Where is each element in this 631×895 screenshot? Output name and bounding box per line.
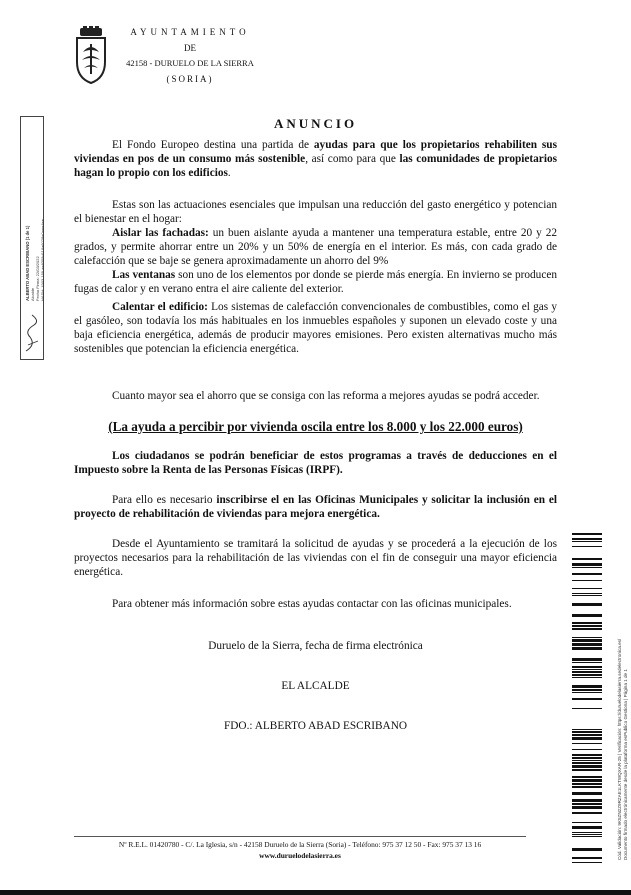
barcode-bar (572, 749, 602, 750)
p1-bold-d: las comunidades de propietarios hagan lo propio con los edificios (74, 153, 558, 179)
footer-website: www.duruelodelasierra.es (259, 851, 341, 860)
p1-text-e: . (227, 167, 231, 179)
paragraph-intro (74, 138, 557, 180)
p3-text: un buen aislante ayuda a mantener una temperatura estable, entre 20 y 22 grados, y permite ahorrar entre un 20% y un 50% de energía en el interior. Es más, con cada grado de calefacción que se baje se genera aproximadamente un ahorro del 9% (74, 227, 557, 267)
barcode-bar (572, 848, 602, 851)
barcode-bar (572, 826, 602, 829)
barcode-bar (572, 622, 602, 624)
barcode-bar (572, 836, 602, 837)
barcode-bar (572, 614, 602, 617)
barcode-bar (572, 595, 602, 596)
barcode-bar (572, 546, 602, 547)
barcode-bar (572, 776, 602, 778)
barcode-bar (572, 662, 602, 663)
stamp-role: Alcalde (30, 287, 35, 301)
verification-line-2: Documento firmado electrónicamente desde la plataforma esPublico Gestiona | Página 1 de 1 (623, 669, 628, 860)
barcode-bar (572, 671, 602, 673)
barcode-bar (572, 765, 602, 768)
barcode-bar (572, 734, 602, 736)
footer-divider (74, 836, 526, 837)
p1-text-c: , así como para que (305, 153, 400, 165)
barcode-bar (572, 541, 602, 542)
barcode-bar (572, 769, 602, 771)
barcode-bar (572, 558, 602, 560)
barcode-bar (572, 783, 602, 785)
barcode-bar (572, 677, 602, 678)
letterhead-province: (SORIA) (166, 74, 214, 84)
barcode-bar (572, 792, 602, 795)
barcode-bar (572, 812, 602, 814)
barcode-bar (572, 731, 602, 733)
paragraph-savings: Cuanto mayor sea el ahorro que se consiga con las reforma a mejores ayudas se podrá acceder. (112, 390, 540, 402)
p1-bold-b: ayudas para que los propietarios rehabiliten sus viviendas en pos de un consumo más sostenible (74, 139, 557, 165)
barcode-bar (572, 689, 602, 691)
barcode-bar (572, 666, 602, 668)
barcode-bar (572, 593, 602, 594)
barcode-bar (572, 862, 602, 863)
barcode-bar (572, 737, 602, 740)
barcode-bar (572, 625, 602, 627)
barcode-bar (572, 698, 602, 700)
p8-text: Para ello es necesario (112, 494, 217, 506)
barcode-bar (572, 857, 602, 859)
p5-heading: Calentar el edificio: (112, 301, 208, 313)
handwritten-signature-icon (22, 311, 42, 355)
letterhead-de: DE (184, 43, 196, 53)
barcode-bar (572, 762, 602, 764)
stamp-date: Fecha Firma: 22/03/2022 (35, 256, 40, 301)
paragraph-processing: Desde el Ayuntamiento se tramitará la solicitud de ayudas y se procederá a la ejecución de los proyectos necesarios para la rehabilitación de las viviendas con el fin de conseguir una mayor eficiencia energética. (74, 538, 557, 578)
paragraph-actions-intro: Estas son las actuaciones esenciales que impulsan una reducción del gasto energético y potencian el bienestar en el hogar: (74, 199, 557, 225)
barcode-bar (572, 603, 602, 606)
barcode-bar (572, 760, 602, 761)
p3-heading: Aislar las fachadas: (112, 227, 209, 239)
paragraph-facades (74, 226, 557, 268)
barcode-bar (572, 563, 602, 566)
barcode-bar (572, 754, 602, 756)
barcode-bar (572, 567, 602, 568)
barcode-bar (572, 637, 602, 638)
barcode-bar (572, 628, 602, 630)
verification-text (617, 639, 629, 860)
barcode-bar (572, 786, 602, 788)
barcode-bar (572, 799, 602, 802)
barcode-bar (572, 692, 602, 693)
barcode-bar (572, 658, 602, 661)
p7-bold: Los ciudadanos se podrán beneficiar de estos programas a través de deducciones en el Impuesto sobre la Renta de las Personas Físicas (IRPF). (74, 450, 557, 476)
barcode-bar (572, 533, 602, 535)
paragraph-heating (74, 300, 557, 356)
page-bottom-edge (0, 890, 631, 895)
p5-text: Los sistemas de calefacción convencionales de combustibles, como el gas y el gasóleo, son todavía los más habituales en los inmuebles españoles y suponen un elevado coste y una baja eficiencia energética, además de producir mayores emisiones. Pero existen alternativas mucho más sostenibles que potencian la eficiencia energética. (74, 301, 557, 355)
barcode-bar (572, 639, 602, 642)
signer-role: EL ALCALDE (281, 680, 350, 692)
barcode-bar (572, 669, 602, 670)
paragraph-windows (74, 268, 557, 296)
barcode-bar (572, 685, 602, 688)
p4-text: son uno de los elementos por donde se pierde más energía. En invierno se producen fugas de calor y en verano entra el aire caliente del exterior. (74, 269, 557, 295)
barcode-bar (572, 643, 602, 646)
aid-range-highlight: (La ayuda a percibir por vivienda oscila entre los 8.000 y los 22.000 euros) (108, 419, 523, 434)
barcode-bar (572, 580, 602, 581)
barcode-bar (572, 708, 602, 709)
barcode-bar (572, 822, 602, 823)
validation-barcode-icon (572, 533, 602, 863)
barcode-bar (572, 647, 602, 650)
document-title: ANUNCIO (273, 116, 358, 131)
barcode-bar (572, 779, 602, 782)
stamp-hash: HASH: 1903 159 ae8358d118a6028e0aee4ee (40, 219, 45, 301)
p1-text-a: El Fondo Europeo destina una partida de (112, 139, 314, 151)
footer-address: Nº R.E.L. 01420780 - C/. La Iglesia, s/n - 42158 Duruelo de la Sierra (Soria) - Teléfono: 975 37 12 50 - Fax: 975 37 13 16 (118, 840, 482, 849)
barcode-bar (572, 573, 602, 575)
barcode-bar (572, 729, 602, 730)
letterhead-postal-town: 42158 - DURUELO DE LA SIERRA (126, 58, 254, 68)
stamp-signer: ALBERTO ABAD ESCRIBANO (1 de 1) (25, 225, 30, 301)
place-and-date: Duruelo de la Sierra, fecha de firma electrónica (208, 640, 423, 652)
barcode-bar (572, 803, 602, 805)
paragraph-more-info: Para obtener más información sobre estas ayudas contactar con las oficinas municipales. (112, 598, 512, 610)
barcode-bar (572, 834, 602, 835)
paragraph-irpf (74, 449, 557, 477)
p8-bold: inscribirse el en las Oficinas Municipales y solicitar la inclusión en el proyecto de rehabilitación de viviendas para mejora energética. (74, 494, 557, 520)
barcode-bar (572, 743, 602, 744)
barcode-bar (572, 588, 602, 589)
letterhead-ayuntamiento: AYUNTAMIENTO (130, 27, 250, 37)
verification-line-1: Cód. Validación: 9K5ZN2Z9RZAE1LKTWQXAR-25 | Verificación: https://duruelodelasierra.sedelectronica.es/ (617, 638, 622, 860)
p4-heading: Las ventanas (112, 269, 176, 281)
barcode-bar (572, 757, 602, 759)
barcode-bar (572, 832, 602, 833)
barcode-bar (572, 538, 602, 540)
barcode-bar (572, 674, 602, 676)
signature-stamp (20, 116, 44, 360)
signer-name: FDO.: ALBERTO ABAD ESCRIBANO (223, 720, 408, 732)
barcode-bar (572, 806, 602, 809)
paragraph-registration (74, 493, 557, 521)
